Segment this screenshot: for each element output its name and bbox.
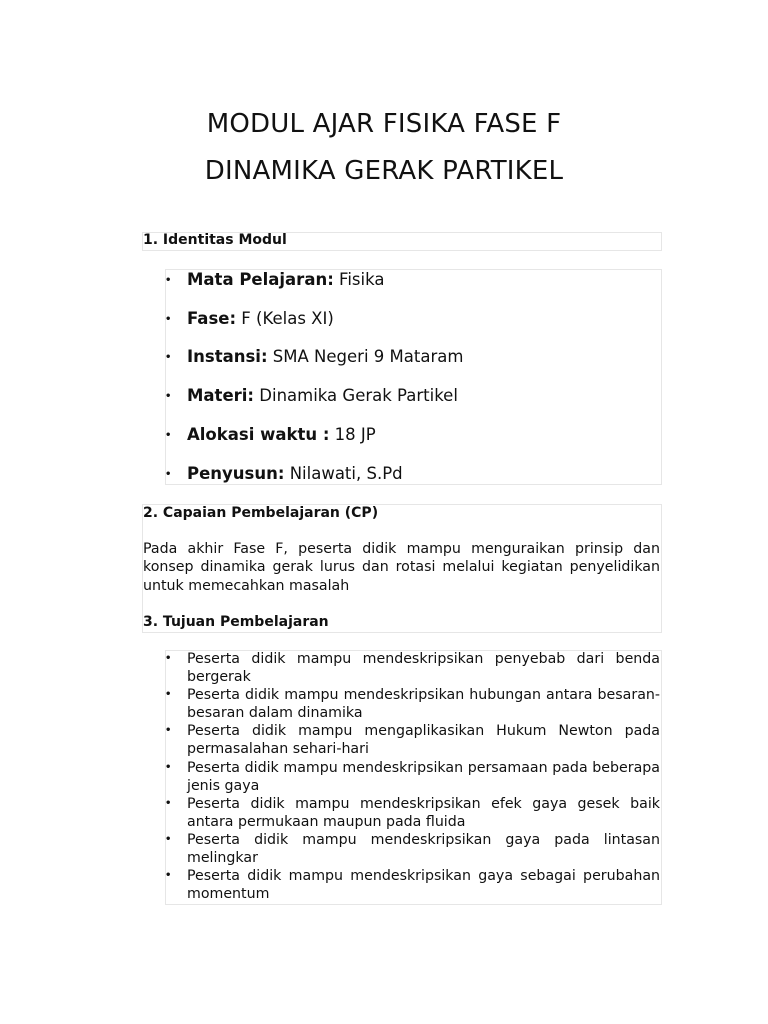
tujuan-item-text: Peserta didik mampu mendeskripsikan persamaan pada beberapa jenis gaya — [187, 760, 660, 795]
tujuan-item-text: Peserta didik mampu mendeskripsikan hubungan antara besaran-besaran dalam dinamika — [187, 687, 660, 722]
identitas-key: Materi: — [187, 386, 255, 405]
section-heading-tujuan: 3. Tujuan Pembelajaran — [143, 614, 329, 630]
tujuan-item-text: Peserta didik mampu mendeskripsikan penyebab dari benda bergerak — [187, 651, 660, 686]
tujuan-item-text: Peserta didik mampu mendeskripsikan gaya pada lintasan melingkar — [187, 832, 660, 867]
identitas-value: Fisika — [333, 270, 385, 289]
section-heading-identitas: 1. Identitas Modul — [143, 232, 287, 248]
bullet: • — [165, 762, 172, 773]
bullet: • — [165, 469, 172, 480]
identitas-key: Instansi: — [187, 347, 268, 366]
identitas-key: Penyusun: — [187, 464, 285, 483]
tujuan-item-text: Peserta didik mampu mendeskripsikan efek gaya gesek baik antara permukaan maupun pada fluida — [187, 796, 660, 831]
bullet: • — [165, 834, 172, 845]
bullet: • — [165, 653, 172, 664]
identitas-value: F (Kelas XI) — [236, 309, 334, 328]
identitas-value: Dinamika Gerak Partikel — [254, 386, 458, 405]
identitas-list — [165, 269, 662, 485]
capaian-paragraph: Pada akhir Fase F, peserta didik mampu menguraikan prinsip dan konsep dinamika gerak lurus dan rotasi melalui kegiatan penyelidikan untuk memecahkan masalah — [143, 541, 660, 594]
bullet: • — [165, 689, 172, 700]
bullet: • — [165, 870, 172, 881]
bullet: • — [165, 430, 172, 441]
identitas-value: Nilawati, S.Pd — [284, 464, 403, 483]
bullet: • — [165, 798, 172, 809]
bullet: • — [165, 391, 172, 402]
tujuan-item-text: Peserta didik mampu mendeskripsikan gaya sebagai perubahan momentum — [187, 868, 660, 903]
document-title-line-2: DINAMIKA GERAK PARTIKEL — [204, 156, 564, 186]
identitas-value: SMA Negeri 9 Mataram — [267, 347, 464, 366]
bullet: • — [165, 314, 172, 325]
section-heading-capaian: 2. Capaian Pembelajaran (CP) — [143, 505, 379, 521]
bullet: • — [165, 352, 172, 363]
identitas-value: 18 JP — [329, 425, 376, 444]
tujuan-item-text: Peserta didik mampu mengaplikasikan Hukum Newton pada permasalahan sehari-hari — [187, 723, 660, 758]
identitas-key: Fase: — [187, 309, 237, 328]
document-title-line-1: MODUL AJAR FISIKA FASE F — [206, 109, 562, 139]
bullet: • — [165, 725, 172, 736]
identitas-key: Mata Pelajaran: — [187, 270, 334, 289]
identitas-key: Alokasi waktu : — [187, 425, 330, 444]
bullet: • — [165, 275, 172, 286]
